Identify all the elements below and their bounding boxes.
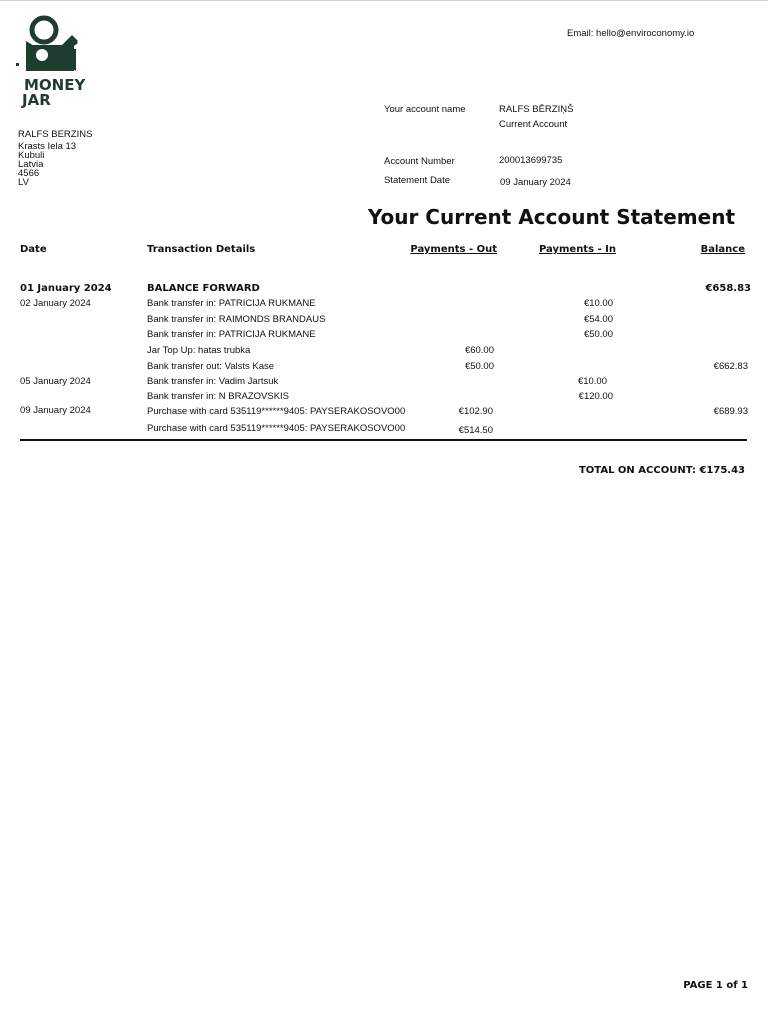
row-out: €60.00	[464, 345, 494, 356]
table-bottom-rule	[20, 439, 747, 441]
page-title: Your Current Account Statement	[367, 205, 735, 229]
total-on-account	[579, 465, 745, 476]
row-in: €10.00	[583, 298, 613, 309]
customer-address	[18, 142, 76, 187]
col-header-date: Date	[20, 244, 47, 255]
col-header-details: Transaction Details	[147, 244, 256, 255]
row-date: 02 January 2024	[20, 298, 91, 309]
account-number-value: 200013699735	[499, 155, 563, 166]
address-line: Latvia	[18, 159, 44, 170]
row-in: €10.00	[577, 376, 607, 387]
row-in: €120.00	[578, 391, 613, 402]
row-out: €50.00	[464, 361, 494, 372]
jar-logo-icon	[16, 15, 96, 71]
money-jar-logo	[16, 15, 96, 107]
row-date: 09 January 2024	[20, 405, 91, 416]
row-details: Purchase with card 535119******9405: PAYSERAKOSOVO00	[147, 423, 406, 434]
row-details: Bank transfer in: Vadim Jartsuk	[147, 376, 279, 387]
balance-forward-amount: €658.83	[705, 283, 751, 294]
row-out: €514.50	[458, 425, 493, 436]
customer-name: RALFS BERZINS	[18, 129, 93, 140]
account-name-value: RALFS BĒRZIŅŠ	[499, 104, 574, 115]
row-balance: €662.83	[713, 361, 748, 372]
statement-date-label: Statement Date	[384, 175, 451, 186]
row-in: €54.00	[583, 314, 613, 325]
statement-date-value: 09 January 2024	[500, 177, 571, 188]
row-balance: €689.93	[713, 406, 748, 417]
col-header-balance: Balance	[700, 244, 745, 255]
address-line: Kubuli	[18, 150, 45, 161]
row-details: Jar Top Up: hatas trubka	[147, 345, 251, 356]
row-details: Bank transfer out: Valsts Kase	[147, 361, 275, 372]
account-name-label: Your account name	[384, 104, 466, 115]
row-details: Bank transfer in: PATRICIJA RUKMANE	[147, 329, 316, 340]
brand-name-line2: JAR	[22, 91, 51, 109]
row-details: Purchase with card 535119******9405: PAYSERAKOSOVO00	[147, 406, 406, 417]
row-details: Bank transfer in: N BRAZOVSKIS	[147, 391, 290, 402]
row-details: Bank transfer in: RAIMONDS BRANDAUS	[147, 314, 326, 325]
balance-forward-label: BALANCE FORWARD	[147, 283, 260, 294]
row-date: 05 January 2024	[20, 376, 91, 387]
address-line: Krasts Iela 13	[18, 141, 77, 152]
page-number: PAGE 1 of 1	[683, 980, 748, 991]
total-label: TOTAL ON ACCOUNT:	[578, 465, 696, 476]
brand-name-line1: MONEY	[24, 76, 86, 94]
email-label: Email:	[567, 28, 594, 39]
total-value: €175.43	[699, 465, 745, 476]
contact-email	[567, 28, 694, 40]
balance-forward-date: 01 January 2024	[20, 283, 112, 294]
account-number-label: Account Number	[384, 156, 455, 167]
address-line: 4566	[18, 168, 40, 179]
address-line: LV	[18, 177, 29, 188]
account-type-value: Current Account	[499, 119, 568, 130]
row-out: €102.90	[458, 406, 493, 417]
email-value: hello@enviroconomy.io	[596, 28, 695, 39]
col-header-in: Payments - In	[538, 244, 616, 255]
row-in: €50.00	[583, 329, 613, 340]
col-header-out: Payments - Out	[410, 244, 497, 255]
row-details: Bank transfer in: PATRICIJA RUKMANE	[147, 298, 316, 309]
